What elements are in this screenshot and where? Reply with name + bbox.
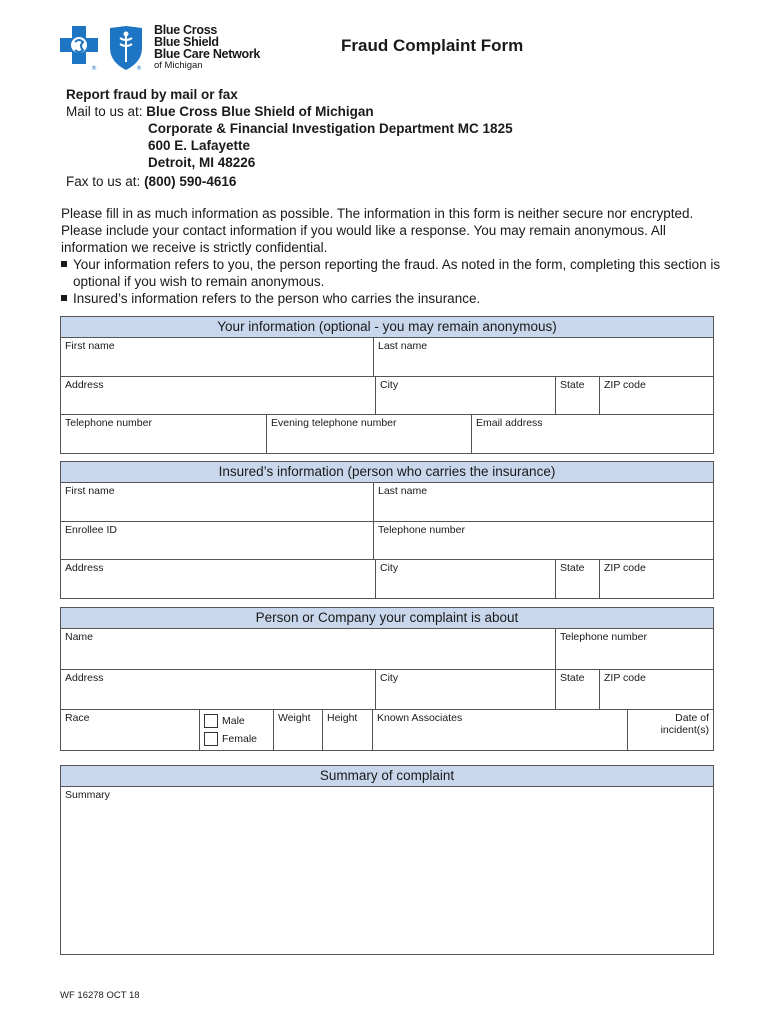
insured-telephone-field[interactable] (373, 522, 713, 559)
section-summary (60, 765, 714, 955)
address-line-3: Detroit, MI 48226 (148, 155, 256, 170)
insured-zip-field[interactable] (599, 560, 713, 599)
brand-line-3: Blue Care Network (154, 47, 261, 61)
your-first-name-field[interactable] (61, 338, 373, 376)
female-checkbox[interactable] (204, 732, 218, 746)
bullet-square-icon (61, 295, 67, 301)
mail-line (66, 103, 513, 120)
brand-name (154, 24, 260, 71)
telephone-label: Telephone number (378, 524, 465, 536)
registered-mark-1: ® (91, 65, 97, 72)
your-info-name-row (61, 338, 713, 377)
report-heading: Report fraud by mail or fax (66, 87, 238, 102)
zip-label: ZIP code (604, 672, 646, 684)
address-label: Address (65, 562, 104, 574)
zip-label: ZIP code (604, 562, 646, 574)
subject-state-field[interactable] (555, 670, 599, 709)
insured-address-row (61, 560, 713, 599)
address-line-1: Corporate & Financial Investigation Department MC 1825 (148, 121, 513, 136)
your-info-address-row (61, 377, 713, 415)
insured-state-field[interactable] (555, 560, 599, 599)
subject-date-of-incident-field[interactable] (627, 710, 713, 751)
insured-first-name-field[interactable] (61, 483, 373, 521)
male-checkbox[interactable] (204, 714, 218, 728)
fax-number: (800) 590-4616 (144, 174, 237, 189)
section-complaint-subject (60, 607, 714, 751)
mail-label: Mail to us at: (66, 104, 143, 119)
state-label: State (560, 672, 585, 684)
insured-enrollee-id-field[interactable] (61, 522, 373, 559)
fax-label: Fax to us at: (66, 174, 141, 189)
city-label: City (380, 672, 399, 684)
your-info-phone-row (61, 415, 713, 454)
male-option (204, 714, 245, 728)
subject-race-field[interactable] (61, 710, 199, 751)
subject-address-field[interactable] (61, 670, 375, 709)
form-code: WF 16278 OCT 18 (60, 990, 140, 1001)
intro-text (61, 205, 721, 307)
bcbs-logo (58, 24, 268, 76)
zip-label: ZIP code (604, 379, 646, 391)
subject-zip-field[interactable] (599, 670, 713, 709)
name-label: Name (65, 631, 94, 643)
blue-shield-icon (106, 24, 146, 72)
first-name-label: First name (65, 340, 115, 352)
fax-line (66, 173, 513, 190)
registered-mark-2: ® (136, 65, 142, 72)
state-label: State (560, 379, 585, 391)
subject-name-field[interactable] (61, 629, 555, 669)
city-label: City (380, 562, 399, 574)
evening-telephone-label: Evening telephone number (271, 417, 397, 429)
subject-city-field[interactable] (375, 670, 555, 709)
telephone-label: Telephone number (560, 631, 647, 643)
subject-address-row (61, 670, 713, 710)
email-label: Email address (476, 417, 543, 429)
subject-height-field[interactable] (322, 710, 372, 751)
subject-gender-group (199, 710, 273, 751)
bullet-text-2: Insured’s information refers to the person who carries the insurance. (73, 291, 481, 306)
bullet-your-info (61, 256, 721, 290)
enrollee-id-label: Enrollee ID (65, 524, 117, 536)
your-last-name-field[interactable] (373, 338, 713, 376)
bullet-square-icon (61, 261, 67, 267)
blue-cross-icon (58, 24, 100, 72)
your-zip-field[interactable] (599, 377, 713, 414)
bullet-insured-info (61, 290, 721, 307)
insured-name-row (61, 483, 713, 522)
insured-id-row (61, 522, 713, 560)
your-state-field[interactable] (555, 377, 599, 414)
section-title-summary: Summary of complaint (61, 766, 713, 787)
mail-recipient: Blue Cross Blue Shield of Michigan (146, 104, 374, 119)
section-title-your-info: Your information (optional - you may remain anonymous) (61, 317, 713, 338)
your-city-field[interactable] (375, 377, 555, 414)
insured-city-field[interactable] (375, 560, 555, 599)
section-title-insured-info: Insured’s information (person who carries the insurance) (61, 462, 713, 483)
weight-label: Weight (278, 712, 311, 724)
subject-name-row (61, 629, 713, 670)
intro-paragraph: Please fill in as much information as possible. The information in this form is neither secure nor encrypted. Please include your contact information if you would like a response. You may remain anonymous. All information we receive is strictly confidential. (61, 206, 694, 255)
known-associates-label: Known Associates (377, 712, 463, 724)
subject-weight-field[interactable] (273, 710, 322, 751)
brand-line-4: of Michigan (154, 60, 203, 71)
race-label: Race (65, 712, 90, 724)
your-evening-telephone-field[interactable] (266, 415, 471, 454)
city-label: City (380, 379, 399, 391)
bullet-text-1: Your information refers to you, the person reporting the fraud. As noted in the form, completing this section is optional if you wish to remain anonymous. (73, 257, 721, 289)
first-name-label: First name (65, 485, 115, 497)
form-title: Fraud Complaint Form (341, 36, 524, 55)
female-label: Female (222, 732, 258, 745)
subject-known-associates-field[interactable] (372, 710, 627, 751)
brand-line-1: Blue Cross (154, 23, 217, 37)
female-option (204, 732, 257, 746)
summary-label: Summary (65, 789, 110, 801)
telephone-label: Telephone number (65, 417, 152, 429)
summary-field[interactable] (61, 787, 713, 955)
brand-line-2: Blue Shield (154, 35, 219, 49)
section-insured-information (60, 461, 714, 599)
date-of-incident-label: Date of incident(s) (660, 712, 709, 736)
state-label: State (560, 562, 585, 574)
last-name-label: Last name (378, 485, 428, 497)
height-label: Height (327, 712, 358, 724)
subject-telephone-field[interactable] (555, 629, 713, 669)
address-label: Address (65, 379, 104, 391)
your-telephone-field[interactable] (61, 415, 266, 454)
summary-row (61, 787, 713, 955)
your-address-field[interactable] (61, 377, 375, 414)
insured-address-field[interactable] (61, 560, 375, 599)
last-name-label: Last name (378, 340, 428, 352)
address-label: Address (65, 672, 104, 684)
address-line-2: 600 E. Lafayette (148, 138, 251, 153)
male-label: Male (222, 714, 245, 727)
section-your-information (60, 316, 714, 454)
report-instructions (66, 86, 513, 190)
insured-last-name-field[interactable] (373, 483, 713, 521)
your-email-field[interactable] (471, 415, 713, 454)
subject-description-row (61, 710, 713, 751)
section-title-subject: Person or Company your complaint is about (61, 608, 713, 629)
